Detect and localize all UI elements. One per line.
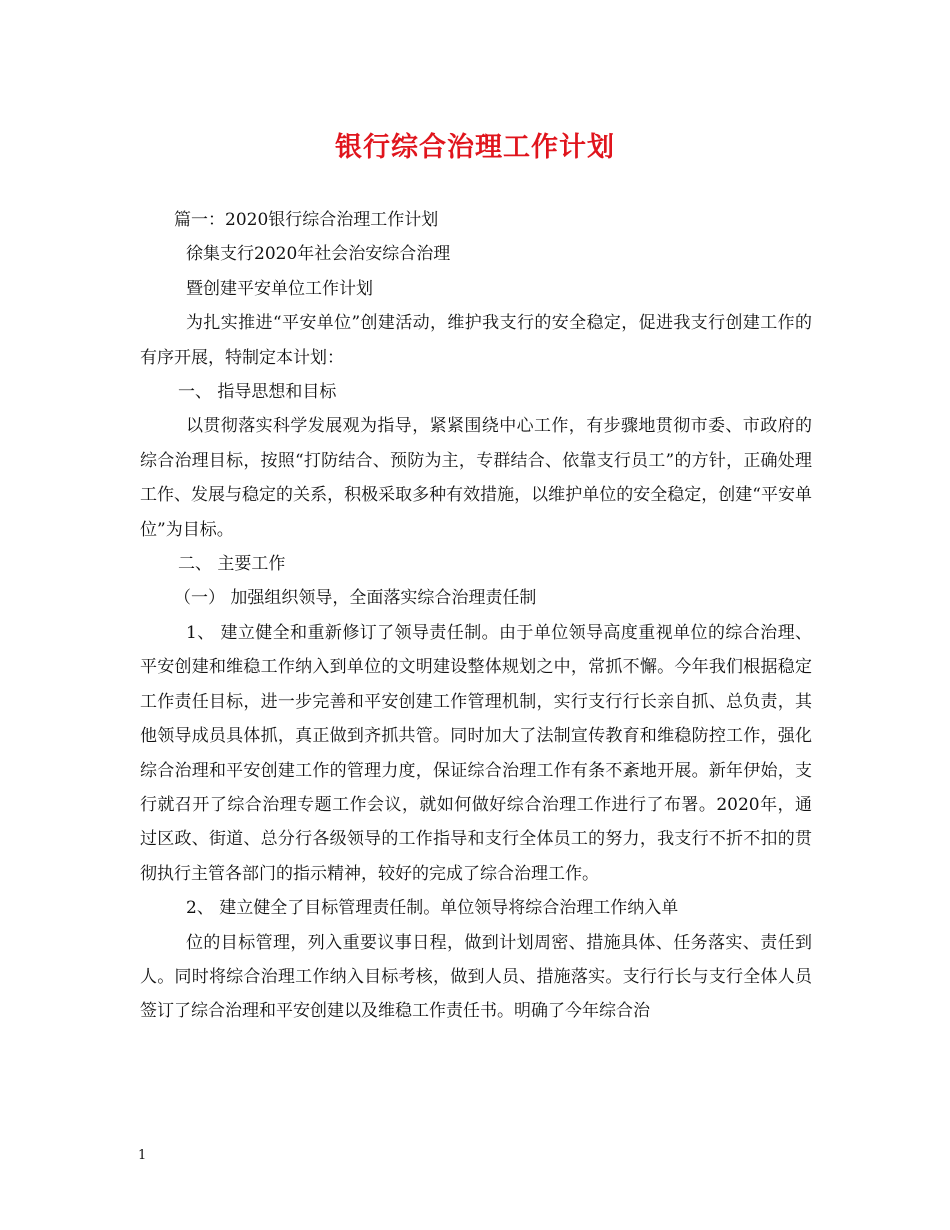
- plan-subtitle-line-1: 徐集支行2020年社会治安综合治理: [186, 244, 451, 265]
- section-heading-1: 一、 指导思想和目标: [178, 382, 337, 403]
- section-1-paragraph: 以贯彻落实科学发展观为指导，紧紧围绕中心工作，有步骤地贯彻市委、市政府的综合治理目标，按照“打防结合、预防为主，专群结合、依靠支行员工”的方针，正确处理工作、发展与稳定的关系，积极采取多种有效措施，以维护单位的安全稳定，创建“平安单位”为目标。: [140, 416, 812, 540]
- intro-paragraph: 为扎实推进“平安单位”创建活动，维护我支行的安全稳定，促进我支行创建工作的有序开展，特制定本计划：: [140, 313, 812, 368]
- subsection-heading-1: （一） 加强组织领导，全面落实综合治理责任制: [174, 588, 537, 609]
- document-title: 银行综合治理工作计划: [335, 132, 615, 163]
- item-1-paragraph: 1、 建立健全和重新修订了领导责任制。由于单位领导高度重视单位的综合治理、平安创建和维稳工作纳入到单位的文明建设整体规划之中，常抓不懈。今年我们根据稳定工作责任目标，进一步完善和平安创建工作管理机制，实行支行行长亲自抓、总负责，其他领导成员具体抓，真正做到齐抓共管。同时加大了法制宣传教育和维稳防控工作，强化综合治理和平安创建工作的管理力度，保证综合治理工作有条不紊地开展。新年伊始，支行就召开了综合治理专题工作会议，就如何做好综合治理工作进行了布署。2020年，通过区政、街道、总分行各级领导的工作指导和支行全体员工的努力，我支行不折不扣的贯彻执行主管各部门的指示精神，较好的完成了综合治理工作。: [140, 622, 812, 884]
- section-heading-2: 二、 主要工作: [178, 554, 286, 575]
- plan-subtitle-line-2: 暨创建平安单位工作计划: [186, 278, 373, 299]
- item-2-heading-line: 2、 建立健全了目标管理责任制。单位领导将综合治理工作纳入单: [186, 898, 679, 919]
- item-2-paragraph: 位的目标管理，列入重要议事日程，做到计划周密、措施具体、任务落实、责任到人。同时将综合治理工作纳入目标考核，做到人员、措施落实。支行行长与支行全体人员签订了综合治理和平安创建以及维稳工作责任书。明确了今年综合治: [140, 932, 812, 1022]
- article-heading: 篇一：2020银行综合治理工作计划: [174, 210, 439, 230]
- page-number: 1: [138, 1148, 147, 1163]
- document-body: [140, 203, 812, 1029]
